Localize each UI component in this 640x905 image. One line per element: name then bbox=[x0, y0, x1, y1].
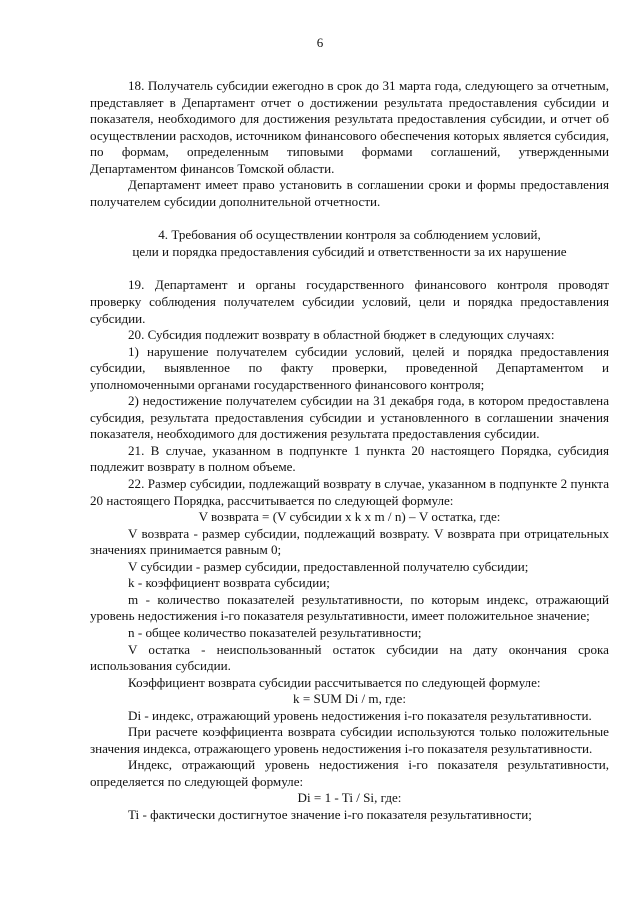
paragraph-department-right: Департамент имеет право установить в соглашении сроки и формы предоставления получателем субсидии дополнительной отчетности. bbox=[90, 177, 609, 209]
paragraph-20-item-1: 1) нарушение получателем субсидии условий, целей и порядка предоставления субсидии, выявленное по факту проверки, проведенной Департаментом и уполномоченными органами государственного финансового контроля; bbox=[90, 343, 609, 392]
formula-k: k = SUM Di / m, где: bbox=[293, 691, 406, 707]
formula-v-return: V возврата = (V субсидии x k x m / n) – V остатка, где: bbox=[198, 509, 501, 525]
paragraph-index-intro: Индекс, отражающий уровень недостижения i-го показателя результативности, определяется по следующей формуле: bbox=[90, 757, 609, 789]
definition-m: m - количество показателей результативности, по которым индекс, отражающий уровень недостижения i-го показателя результативности, имеет положительное значение; bbox=[90, 591, 609, 624]
paragraph-20-item-2: 2) недостижение получателем субсидии на 31 декабря года, в котором предоставлена субсидия, результата предоставления субсидии и установленного в соглашении значения показателя, необходимого для достижения результата предоставления субсидии. bbox=[90, 393, 609, 442]
paragraph-19: 19. Департамент и органы государственного финансового контроля проводят проверку соблюдения получателем субсидии условий, цели и порядка предоставления субсидии. bbox=[90, 277, 609, 326]
paragraph-20: 20. Субсидия подлежит возврату в областной бюджет в следующих случаях: bbox=[128, 327, 555, 343]
definition-ti: Ti - фактически достигнутое значение i-го показателя результативности; bbox=[128, 806, 532, 822]
definition-di: Di - индекс, отражающий уровень недостижения i-го показателя результативности. bbox=[128, 707, 592, 723]
paragraph-positive-values: При расчете коэффициента возврата субсидии используются только положительные значения индекса, отражающего уровень недостижения i-го показателя результативности. bbox=[90, 724, 609, 756]
definition-v-return: V возврата - размер субсидии, подлежащий возврату. V возврата при отрицательных значениях принимается равным 0; bbox=[90, 525, 609, 558]
paragraph-22: 22. Размер субсидии, подлежащий возврату в случае, указанном в подпункте 2 пункта 20 настоящего Порядка, рассчитывается по следующей формуле: bbox=[90, 476, 609, 508]
page-number: 6 bbox=[316, 35, 324, 50]
paragraph-coefficient-intro: Коэффициент возврата субсидии рассчитывается по следующей формуле: bbox=[128, 674, 541, 690]
section-heading-line-2: цели и порядка предоставления субсидий и ответственности за их нарушение bbox=[132, 243, 567, 259]
document-body bbox=[90, 78, 609, 824]
definition-v-subsidy: V субсидии - размер субсидии, предоставленной получателю субсидии; bbox=[128, 558, 529, 574]
paragraph-21: 21. В случае, указанном в подпункте 1 пункта 20 настоящего Порядка, субсидия подлежит возврату в полном объеме. bbox=[90, 442, 609, 475]
paragraph-18: 18. Получатель субсидии ежегодно в срок до 31 марта года, следующего за отчетным, представляет в Департамент отчет о достижении результата предоставления субсидии и показателя, необходимого для достижения результата предоставления субсидии, и отчет об осуществлении расходов, источником финансового обеспечения которых является субсидия, по формам, определенным типовыми формами соглашений, утвержденными Департаментом финансов Томской области. bbox=[90, 78, 609, 176]
formula-di: Di = 1 - Ti / Si, где: bbox=[297, 790, 402, 806]
section-heading bbox=[90, 227, 609, 260]
definition-n: n - общее количество показателей результативности; bbox=[128, 624, 422, 640]
section-heading-line-1: 4. Требования об осуществлении контроля за соблюдением условий, bbox=[158, 227, 541, 243]
definition-k: k - коэффициент возврата субсидии; bbox=[128, 575, 330, 591]
definition-v-remainder: V остатка - неиспользованный остаток субсидии на дату окончания срока использования субсидии. bbox=[90, 641, 609, 674]
